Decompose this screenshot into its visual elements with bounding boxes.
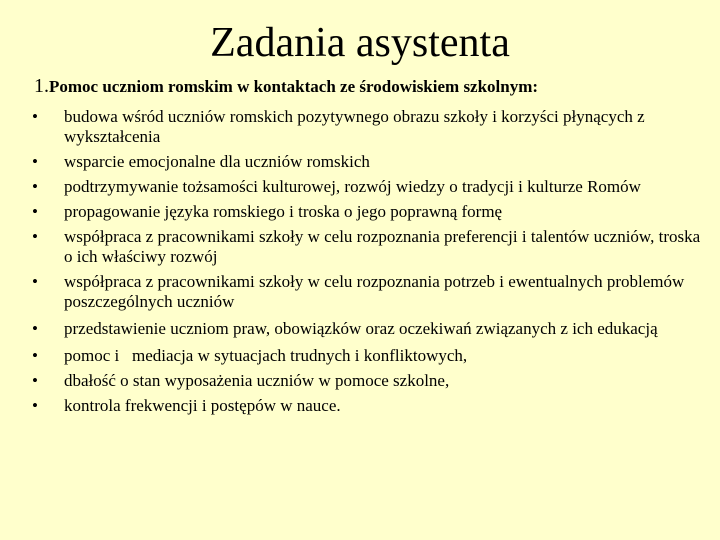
list-item [30, 107, 710, 147]
list-item [30, 152, 710, 172]
bullet-icon: • [32, 202, 38, 221]
list-item [30, 317, 710, 341]
list-item [30, 202, 710, 222]
bullet-icon: • [32, 152, 38, 171]
bullet-icon: • [32, 227, 38, 246]
bullet-icon: • [32, 319, 38, 338]
list-item-text: kontrola frekwencji i postępów w nauce. [64, 396, 341, 415]
slide-title: Zadania asystenta [210, 20, 510, 66]
bullet-icon: • [32, 371, 38, 390]
list-item [30, 227, 710, 267]
task-list [30, 107, 710, 421]
list-item-text: pomoc i mediacja w sytuacjach trudnych i konfliktowych, [64, 346, 468, 365]
bullet-icon: • [32, 107, 38, 126]
list-item [30, 177, 710, 197]
list-item-text: budowa wśród uczniów romskich pozytywnego obrazu szkoły i korzyści płynących z wykształcenia [64, 107, 645, 146]
list-item-text: wsparcie emocjonalne dla uczniów romskich [64, 152, 370, 171]
list-item-text: podtrzymywanie tożsamości kulturowej, rozwój wiedzy o tradycji i kulturze Romów [64, 177, 641, 196]
list-item [30, 371, 710, 391]
list-item-text: współpraca z pracownikami szkoły w celu rozpoznania preferencji i talentów uczniów, troska o ich właściwy rozwój [64, 227, 701, 266]
list-item-text: propagowanie języka romskiego i troska o jego poprawną formę [64, 202, 503, 221]
list-item-text: współpraca z pracownikami szkoły w celu rozpoznania potrzeb i ewentualnych problemów poszczególnych uczniów [64, 272, 685, 311]
section-heading [34, 74, 704, 99]
section-number: 1. [34, 75, 49, 97]
list-item [30, 396, 710, 416]
bullet-icon: • [32, 396, 38, 415]
list-item [30, 346, 710, 366]
list-item [30, 272, 710, 312]
bullet-icon: • [32, 346, 38, 365]
list-item-text: przedstawienie uczniom praw, obowiązków oraz oczekiwań związanych z ich edukacją [64, 319, 658, 338]
bullet-icon: • [32, 272, 38, 291]
bullet-icon: • [32, 177, 38, 196]
list-item-text: dbałość o stan wyposażenia uczniów w pomoce szkolne, [64, 371, 450, 390]
section-heading-text: Pomoc uczniom romskim w kontaktach ze środowiskiem szkolnym: [49, 77, 539, 96]
